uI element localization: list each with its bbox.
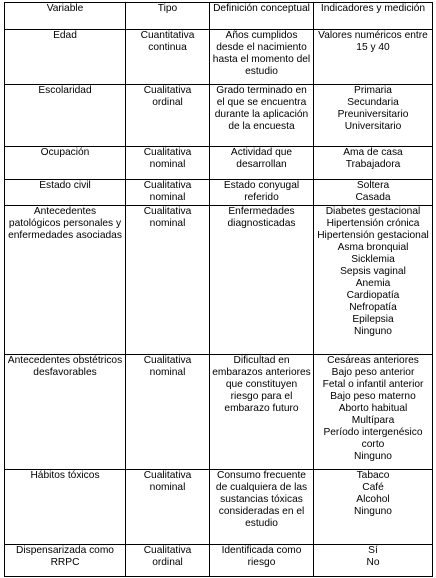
cell-indicadores xyxy=(314,85,433,147)
indicator-item: Bajo peso materno xyxy=(330,391,416,402)
header-indicadores: Indicadores y medición xyxy=(314,3,433,30)
indicator-item: Ama de casa xyxy=(343,147,403,158)
cell-indicadores xyxy=(314,206,433,355)
indicator-item: Período intergenésico corto xyxy=(323,427,423,450)
indicator-item: Sicklemia xyxy=(351,254,395,265)
indicator-item: Cesáreas anteriores xyxy=(327,355,419,366)
table-row xyxy=(5,147,433,180)
cell-tipo: Cuantitativa continua xyxy=(126,30,210,85)
indicator-item: Secundaria xyxy=(347,97,399,108)
indicator-item: Ninguno xyxy=(354,326,392,337)
cell-definicion: Estado conyugal referido xyxy=(210,180,314,206)
cell-indicadores xyxy=(314,470,433,545)
indicator-item: Trabajadora xyxy=(345,159,401,170)
indicator-item: Preuniversitario xyxy=(337,109,409,120)
cell-tipo: Cualitativa nominal xyxy=(126,355,210,470)
table-header-row xyxy=(5,3,433,30)
cell-indicadores xyxy=(314,147,433,180)
indicator-item: Anemia xyxy=(355,278,391,289)
indicator-item: Ninguno xyxy=(354,451,392,462)
cell-indicadores xyxy=(314,180,433,206)
indicator-item: Diabetes gestacional xyxy=(325,206,421,217)
cell-tipo: Cualitativa nominal xyxy=(126,470,210,545)
header-definicion: Definición conceptual xyxy=(210,3,314,30)
variables-table xyxy=(4,2,433,577)
cell-variable: Escolaridad xyxy=(5,85,126,147)
indicator-item: Sepsis vaginal xyxy=(340,266,406,277)
indicator-item: Nefropatía xyxy=(349,302,397,313)
indicator-item: Alcohol xyxy=(356,494,390,505)
cell-tipo: Cualitativa ordinal xyxy=(126,85,210,147)
cell-definicion: Actividad que desarrollan xyxy=(210,147,314,180)
cell-variable: Antecedentes obstétricos desfavorables xyxy=(5,355,126,470)
table-row xyxy=(5,85,433,147)
cell-definicion: Dificultad en embarazos anteriores que constituyen riesgo para el embarazo futuro xyxy=(210,355,314,470)
indicator-item: Ninguno xyxy=(354,506,392,517)
cell-definicion: Consumo frecuente de cualquiera de las sustancias tóxicas consideradas en el estudio xyxy=(210,470,314,545)
cell-definicion: Años cumplidos desde el nacimiento hasta el momento del estudio xyxy=(210,30,314,85)
document-page xyxy=(4,2,433,577)
indicator-item: Fetal o infantil anterior xyxy=(322,379,424,390)
indicator-item: Asma bronquial xyxy=(337,242,409,253)
indicator-item: Tabaco xyxy=(356,470,390,481)
cell-variable: Hábitos tóxicos xyxy=(5,470,126,545)
cell-definicion: Grado terminado en el que se encuentra durante la aplicación de la encuesta xyxy=(210,85,314,147)
cell-variable: Ocupación xyxy=(5,147,126,180)
table-row xyxy=(5,180,433,206)
indicator-item: Aborto habitual xyxy=(338,403,408,414)
cell-indicadores: Valores numéricos entre 15 y 40 xyxy=(314,30,433,85)
table-row xyxy=(5,30,433,85)
indicator-item: Café xyxy=(362,482,384,493)
indicator-item: Universitario xyxy=(344,121,402,132)
indicator-item: Sí xyxy=(368,545,378,556)
cell-tipo: Cualitativa nominal xyxy=(126,180,210,206)
cell-variable: Estado civil xyxy=(5,180,126,206)
table-row xyxy=(5,206,433,355)
indicator-item: Primaria xyxy=(354,85,392,96)
cell-indicadores xyxy=(314,545,433,577)
cell-variable: Edad xyxy=(5,30,126,85)
header-tipo: Tipo xyxy=(126,3,210,30)
indicator-item: Hipertensión gestacional xyxy=(317,230,429,241)
indicator-item: No xyxy=(366,557,380,568)
cell-definicion: Enfermedades diagnosticadas xyxy=(210,206,314,355)
indicator-item: Bajo peso anterior xyxy=(331,367,415,378)
cell-tipo: Cualitativa nominal xyxy=(126,147,210,180)
table-body xyxy=(5,30,433,577)
indicator-item: Soltera xyxy=(356,180,390,191)
cell-tipo: Cualitativa nominal xyxy=(126,206,210,355)
table-row xyxy=(5,545,433,577)
indicator-item: Epilepsia xyxy=(352,314,394,325)
cell-variable: Dispensarizada como RRPC xyxy=(5,545,126,577)
indicator-item: Cardiopatía xyxy=(346,290,400,301)
indicator-item: Hipertensión crónica xyxy=(326,218,420,229)
cell-tipo: Cualitativa ordinal xyxy=(126,545,210,577)
cell-variable: Antecedentes patológicos personales y enfermedades asociadas xyxy=(5,206,126,355)
cell-definicion: Identificada como riesgo xyxy=(210,545,314,577)
table-row xyxy=(5,470,433,545)
table-row xyxy=(5,355,433,470)
cell-indicadores xyxy=(314,355,433,470)
header-variable: Variable xyxy=(5,3,126,30)
indicator-item: Multípara xyxy=(351,415,395,426)
indicator-item: Casada xyxy=(355,192,391,203)
